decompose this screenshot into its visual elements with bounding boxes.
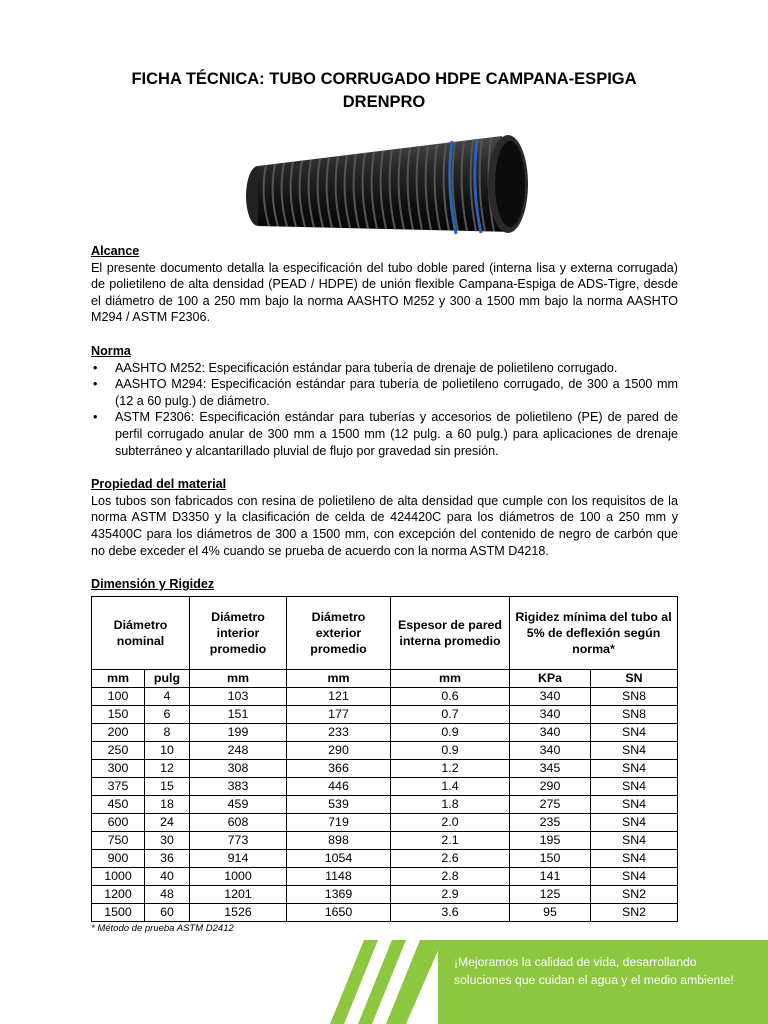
table-cell: 1148 xyxy=(287,867,391,885)
title-line-2: DRENPRO xyxy=(342,93,426,111)
table-cell: 1369 xyxy=(287,885,391,903)
table-cell: 750 xyxy=(92,831,145,849)
table-cell: 1500 xyxy=(92,903,145,921)
table-cell: 0.9 xyxy=(391,723,510,741)
table-cell: 275 xyxy=(510,795,591,813)
unit-cell: mm xyxy=(391,669,510,687)
table-row xyxy=(92,705,678,723)
table-cell: 2.8 xyxy=(391,867,510,885)
table-cell: SN4 xyxy=(591,741,678,759)
table-cell: SN4 xyxy=(591,813,678,831)
document-title xyxy=(0,68,768,114)
table-cell: 1.4 xyxy=(391,777,510,795)
table-cell: 3.6 xyxy=(391,903,510,921)
table-cell: 300 xyxy=(92,759,145,777)
table-cell: 8 xyxy=(145,723,190,741)
table-row xyxy=(92,723,678,741)
table-cell: 233 xyxy=(287,723,391,741)
table-cell: 0.7 xyxy=(391,705,510,723)
table-units-row xyxy=(92,669,678,687)
document-body xyxy=(91,243,678,935)
table-cell: 1650 xyxy=(287,903,391,921)
table-cell: 48 xyxy=(145,885,190,903)
propiedad-heading: Propiedad del material xyxy=(91,477,227,492)
table-cell: 340 xyxy=(510,705,591,723)
table-cell: SN4 xyxy=(591,723,678,741)
table-note: * Método de prueba ASTM D2412 xyxy=(91,922,234,934)
table-cell: 2.6 xyxy=(391,849,510,867)
table-row xyxy=(92,831,678,849)
table-cell: 2.0 xyxy=(391,813,510,831)
table-cell: 719 xyxy=(287,813,391,831)
table-cell: 195 xyxy=(510,831,591,849)
table-cell: 200 xyxy=(92,723,145,741)
table-cell: 900 xyxy=(92,849,145,867)
alcance-heading: Alcance xyxy=(91,244,140,258)
title-line-1: FICHA TÉCNICA: TUBO CORRUGADO HDPE CAMPANA-ESPIGA xyxy=(131,70,637,88)
table-cell: 141 xyxy=(510,867,591,885)
header-espesor: Espesor de pared interna promedio xyxy=(391,596,510,669)
table-cell: 450 xyxy=(92,795,145,813)
table-cell: SN2 xyxy=(591,885,678,903)
table-cell: 340 xyxy=(510,723,591,741)
table-cell: 250 xyxy=(92,741,145,759)
unit-cell: SN xyxy=(591,669,678,687)
table-cell: 40 xyxy=(145,867,190,885)
table-cell: 100 xyxy=(92,687,145,705)
table-cell: 248 xyxy=(190,741,287,759)
dimension-heading: Dimensión y Rigidez xyxy=(91,577,215,592)
table-cell: 30 xyxy=(145,831,190,849)
unit-cell: pulg xyxy=(145,669,190,687)
table-cell: 2.9 xyxy=(391,885,510,903)
header-exterior: Diámetro exterior promedio xyxy=(287,596,391,669)
table-cell: SN4 xyxy=(591,795,678,813)
table-body xyxy=(92,687,678,921)
table-cell: 60 xyxy=(145,903,190,921)
table-cell: 0.9 xyxy=(391,741,510,759)
unit-cell: mm xyxy=(190,669,287,687)
table-cell: 6 xyxy=(145,705,190,723)
table-cell: 125 xyxy=(510,885,591,903)
table-cell: SN8 xyxy=(591,705,678,723)
slogan-banner xyxy=(438,940,768,1024)
table-cell: SN8 xyxy=(591,687,678,705)
table-cell: 18 xyxy=(145,795,190,813)
table-cell: 1054 xyxy=(287,849,391,867)
table-cell: 1000 xyxy=(92,867,145,885)
unit-cell: mm xyxy=(287,669,391,687)
table-cell: 539 xyxy=(287,795,391,813)
table-cell: SN4 xyxy=(591,831,678,849)
table-cell: 199 xyxy=(190,723,287,741)
table-cell: 150 xyxy=(510,849,591,867)
table-cell: 1200 xyxy=(92,885,145,903)
table-cell: 340 xyxy=(510,741,591,759)
table-cell: 773 xyxy=(190,831,287,849)
table-cell: 24 xyxy=(145,813,190,831)
table-row xyxy=(92,759,678,777)
table-cell: 12 xyxy=(145,759,190,777)
table-cell: 0.6 xyxy=(391,687,510,705)
dimension-table xyxy=(91,596,678,922)
table-row xyxy=(92,885,678,903)
table-cell: 1526 xyxy=(190,903,287,921)
table-row xyxy=(92,903,678,921)
table-cell: SN4 xyxy=(591,759,678,777)
table-cell: 121 xyxy=(287,687,391,705)
table-cell: 1.2 xyxy=(391,759,510,777)
header-nominal: Diámetro nominal xyxy=(92,596,190,669)
table-cell: 446 xyxy=(287,777,391,795)
table-cell: 914 xyxy=(190,849,287,867)
table-cell: 95 xyxy=(510,903,591,921)
table-cell: 459 xyxy=(190,795,287,813)
table-cell: 177 xyxy=(287,705,391,723)
table-cell: 340 xyxy=(510,687,591,705)
table-cell: SN2 xyxy=(591,903,678,921)
norma-item: • ASTM F2306: Especificación estándar para tuberías y accesorios de polietileno (PE) de pared de perfil corrugado anular de 300 mm a 1500 mm (12 pulg. a 60 pulg.) para aplicaciones de drenaje subterráneo y alcantarillado pluvial de flujo por gravedad sin presión. xyxy=(115,409,678,459)
header-rigidez: Rigidez mínima del tubo al 5% de deflexión según norma* xyxy=(510,596,678,669)
table-cell: 345 xyxy=(510,759,591,777)
table-cell: 36 xyxy=(145,849,190,867)
table-cell: 366 xyxy=(287,759,391,777)
table-cell: 235 xyxy=(510,813,591,831)
table-cell: 1.8 xyxy=(391,795,510,813)
table-cell: 383 xyxy=(190,777,287,795)
unit-cell: mm xyxy=(92,669,145,687)
alcance-text: El presente documento detalla la especificación del tubo doble pared (interna lisa y externa corrugada) de polietileno de alta densidad (PEAD / HDPE) de unión flexible Campana-Espiga de ADS-Tigre, desde el diámetro de 100 a 250 mm bajo la norma AASHTO M252 y 300 a 1500 mm bajo la norma AASHTO M294 / ASTM F2306. xyxy=(91,260,678,325)
table-cell: 375 xyxy=(92,777,145,795)
table-cell: 290 xyxy=(287,741,391,759)
table-cell: 151 xyxy=(190,705,287,723)
table-row xyxy=(92,777,678,795)
table-cell: 2.1 xyxy=(391,831,510,849)
table-cell: 150 xyxy=(92,705,145,723)
header-interior: Diámetro interior promedio xyxy=(190,596,287,669)
propiedad-text: Los tubos son fabricados con resina de polietileno de alta densidad que cumple con los requisitos de la norma ASTM D3350 y la clasificación de celda de 424420C para los diámetros de 100 a 250 mm y 435400C para los diámetros de 300 a 1500 mm, con excepción del contenido de negro de carbón que no debe exceder el 4% cuando se prueba de acuerdo con la norma ASTM D4218. xyxy=(91,493,678,558)
table-cell: 600 xyxy=(92,813,145,831)
decorative-stripes xyxy=(330,940,440,1024)
table-row xyxy=(92,687,678,705)
table-cell: 290 xyxy=(510,777,591,795)
table-header-row xyxy=(92,596,678,669)
table-row xyxy=(92,741,678,759)
table-cell: 898 xyxy=(287,831,391,849)
slogan-text: ¡Mejoramos la calidad de vida, desarrollando soluciones que cuidan el agua y el medio ambiente! xyxy=(454,955,734,987)
unit-cell: KPa xyxy=(510,669,591,687)
table-cell: 308 xyxy=(190,759,287,777)
table-cell: 10 xyxy=(145,741,190,759)
norma-list xyxy=(91,360,678,460)
table-cell: SN4 xyxy=(591,777,678,795)
corrugated-pipe-image xyxy=(240,124,540,250)
table-row xyxy=(92,867,678,885)
table-row xyxy=(92,849,678,867)
norma-heading: Norma xyxy=(91,343,131,358)
table-row xyxy=(92,813,678,831)
table-cell: 4 xyxy=(145,687,190,705)
table-cell: 1201 xyxy=(190,885,287,903)
norma-item: • AASHTO M252: Especificación estándar para tubería de drenaje de polietileno corrugado. xyxy=(115,360,678,377)
table-cell: 103 xyxy=(190,687,287,705)
table-cell: SN4 xyxy=(591,867,678,885)
table-row xyxy=(92,795,678,813)
table-cell: 1000 xyxy=(190,867,287,885)
table-cell: SN4 xyxy=(591,849,678,867)
norma-item: • AASHTO M294: Especificación estándar para tubería de polietileno corrugado, de 300 a 1500 mm (12 a 60 pulg.) de diámetro. xyxy=(115,376,678,409)
table-cell: 608 xyxy=(190,813,287,831)
table-cell: 15 xyxy=(145,777,190,795)
